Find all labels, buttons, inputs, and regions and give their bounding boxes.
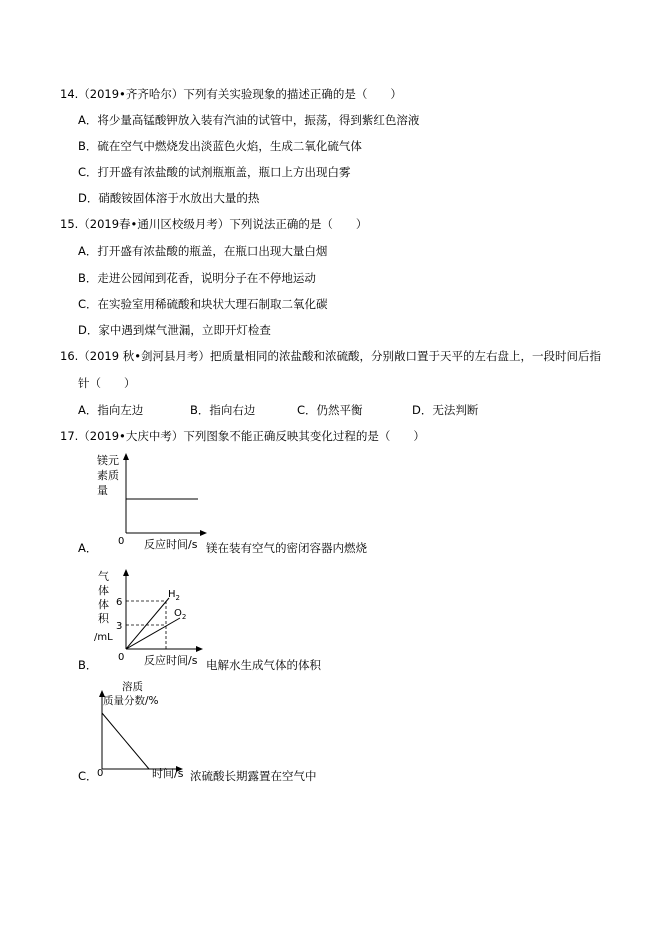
graph-a-y-label-2: 素质 <box>97 469 119 482</box>
graph-a-y-arrow <box>123 453 129 460</box>
q14-option-d: D．硝酸铵固体溶于水放出大量的热 <box>78 191 260 205</box>
graph-b-h2-line <box>126 598 169 649</box>
graph-b-y-label-5: /mL <box>94 632 113 643</box>
graph-a <box>88 450 218 558</box>
q14-option-c: C．打开盛有浓盐酸的试剂瓶瓶盖，瓶口上方出现白雾 <box>78 165 351 179</box>
graph-b-option-label: B． <box>78 658 98 672</box>
graph-a-x-label: 反应时间/s <box>144 538 198 551</box>
graph-c-caption: 浓硫酸长期露置在空气中 <box>190 769 317 783</box>
q16-option-a: A．指向左边 <box>78 403 144 417</box>
graph-c-y-label-1: 溶质 <box>122 681 143 693</box>
graph-b-o2-label: $O_2$ <box>174 608 187 621</box>
graph-b-o2-line <box>126 618 180 649</box>
q14-option-a: A．将少量高锰酸钾放入装有汽油的试管中，振荡，得到紫红色溶液 <box>78 113 420 127</box>
graph-a-caption: 镁在装有空气的密闭容器内燃烧 <box>206 541 367 555</box>
q14-stem: 14.（2019•齐齐哈尔）下列有关实验现象的描述正确的是（ ） <box>60 87 402 101</box>
graph-b-y-arrow <box>123 569 129 576</box>
q16-option-d: D．无法判断 <box>412 403 479 417</box>
graph-b <box>88 562 208 674</box>
q15-option-d: D．家中遇到煤气泄漏，立即开灯检查 <box>78 323 271 337</box>
graph-b-x-arrow <box>196 646 203 652</box>
graph-b-y-label-3: 体 <box>98 598 109 611</box>
graph-a-y-label-3: 量 <box>97 484 108 497</box>
graph-a-option-label: A． <box>78 541 98 555</box>
graph-b-tick-6: 6 <box>116 597 123 608</box>
graph-c-option-label: C． <box>78 769 98 783</box>
graph-b-y-label-1: 气 <box>98 570 109 583</box>
q16-stem-line1: 16.（2019 秋•剑河县月考）把质量相同的浓盐酸和浓硫酸，分别敞口置于天平的左右盘上，一段时间后指 <box>60 349 601 363</box>
graph-b-tick-3: 3 <box>116 621 123 632</box>
q17-stem: 17.（2019•大庆中考）下列图象不能正确反映其变化过程的是（ ） <box>60 429 425 443</box>
graph-c-origin: 0 <box>97 768 104 779</box>
q15-option-c: C．在实验室用稀硫酸和块状大理石制取二氧化碳 <box>78 297 328 311</box>
graph-c-y-label-2: 质量分数/% <box>103 695 159 707</box>
q15-stem: 15.（2019春•通川区校级月考）下列说法正确的是（ ） <box>60 217 368 231</box>
graph-c <box>92 677 212 781</box>
graph-a-y-label-1: 镁元 <box>97 454 119 467</box>
graph-b-h2-label: $H_2$ <box>168 589 180 602</box>
q16-option-b: B．指向右边 <box>190 403 256 417</box>
graph-c-decline-line <box>102 713 149 769</box>
q15-option-a: A．打开盛有浓盐酸的瓶盖，在瓶口出现大量白烟 <box>78 244 328 258</box>
q16-option-c: C．仍然平衡 <box>297 403 363 417</box>
graph-b-x-label: 反应时间/s <box>144 654 198 667</box>
graph-b-caption: 电解水生成气体的体积 <box>206 658 321 672</box>
graph-b-y-label-4: 积 <box>98 612 109 625</box>
graph-b-y-label-2: 体 <box>98 584 109 597</box>
graph-c-x-label: 时间/s <box>152 767 184 780</box>
q15-option-b: B．走进公园闻到花香，说明分子在不停地运动 <box>78 271 316 285</box>
q14-option-b: B．硫在空气中燃烧发出淡蓝色火焰，生成二氧化硫气体 <box>78 139 362 153</box>
q16-stem-line2: 针（ ） <box>78 376 136 390</box>
graph-b-origin: 0 <box>118 652 125 663</box>
graph-a-origin: 0 <box>118 536 125 547</box>
graph-a-x-arrow <box>200 530 207 536</box>
